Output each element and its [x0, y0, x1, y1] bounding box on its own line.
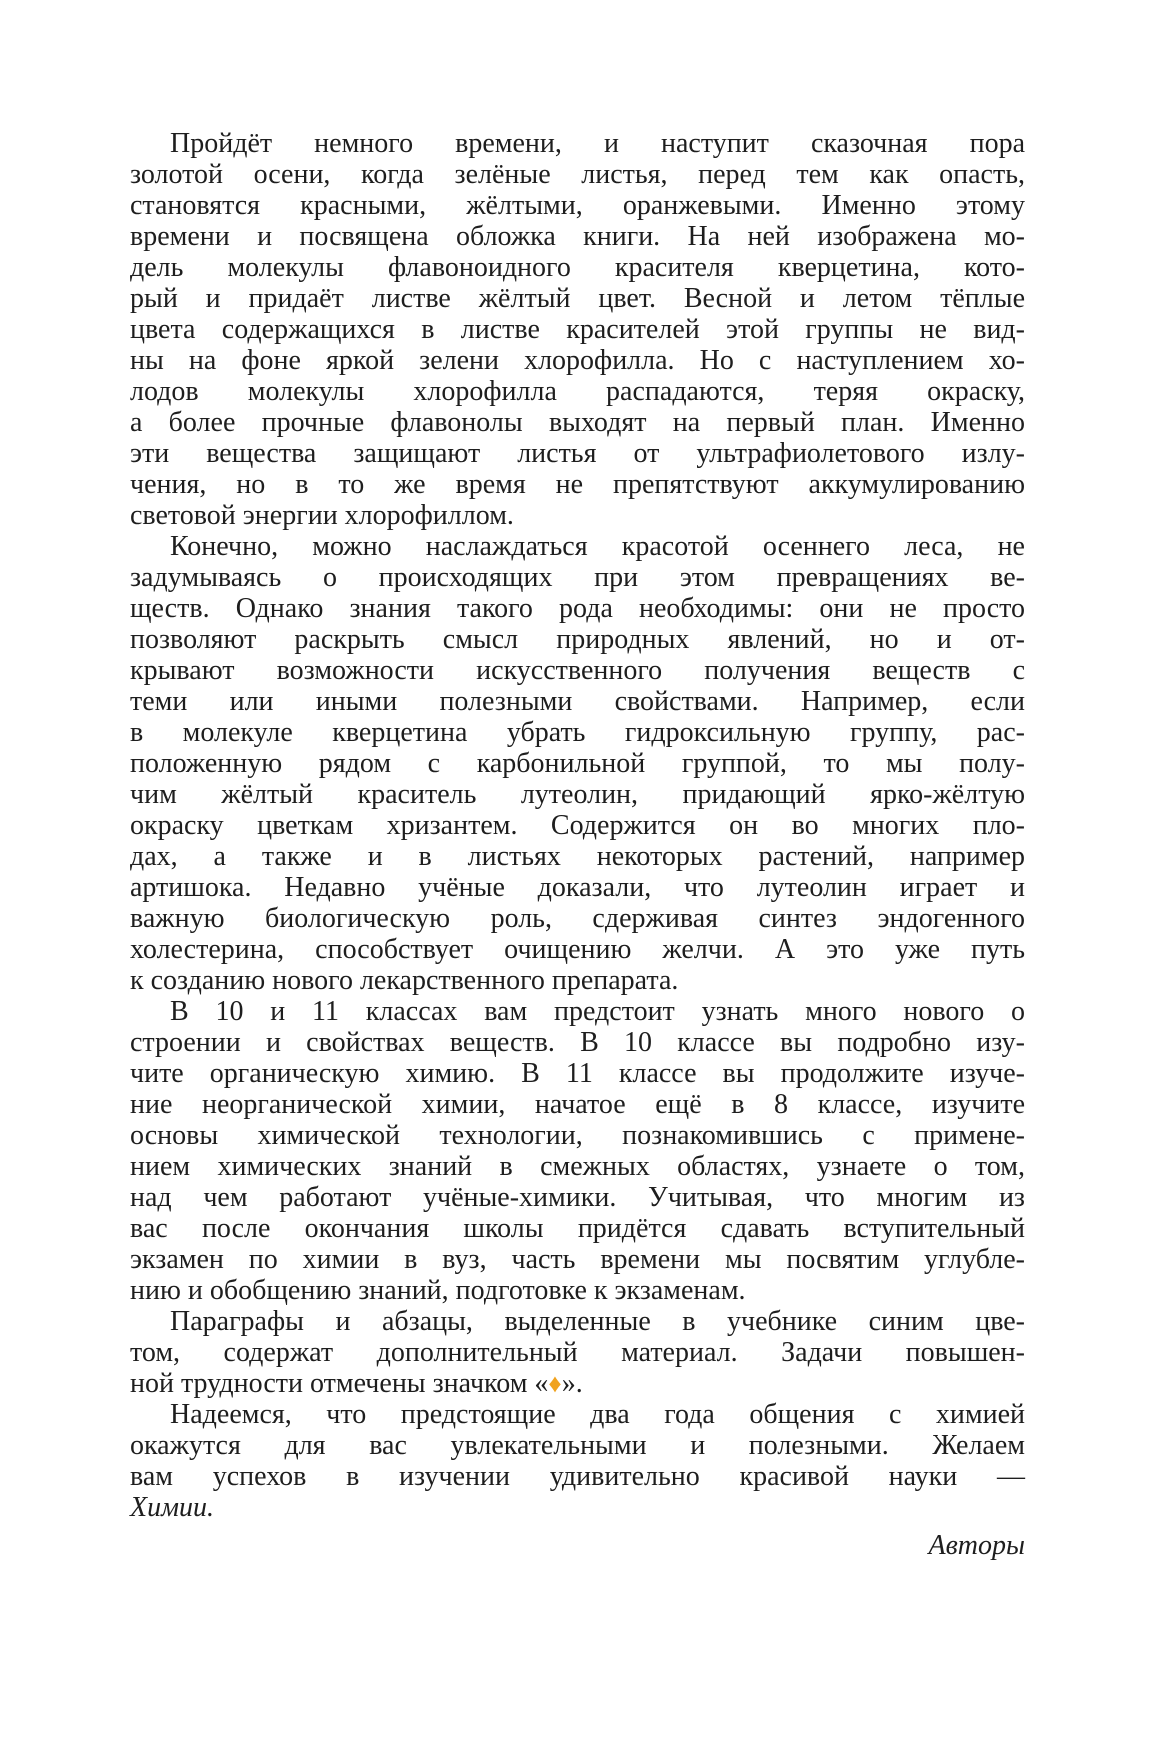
- text-line: эти вещества защищают листья от ультрафиолетового излу-: [130, 438, 1025, 469]
- text-line: нием химических знаний в смежных областях, узнаете о том,: [130, 1151, 1025, 1182]
- text-line: а более прочные флавонолы выходят на первый план. Именно: [130, 407, 1025, 438]
- text-line: рый и придаёт листве жёлтый цвет. Весной и летом тёплые: [130, 283, 1025, 314]
- text-line: вам успехов в изучении удивительно красивой науки —: [130, 1461, 1025, 1492]
- text-line: задумываясь о происходящих при этом превращениях ве-: [130, 562, 1025, 593]
- text-line: становятся красными, жёлтыми, оранжевыми. Именно этому: [130, 190, 1025, 221]
- text-line: важную биологическую роль, сдерживая синтез эндогенного: [130, 903, 1025, 934]
- text-line: позволяют раскрыть смысл природных явлений, но и от-: [130, 624, 1025, 655]
- text-line: Надеемся, что предстоящие два года общения с химией: [170, 1399, 1025, 1430]
- text-line: золотой осени, когда зелёные листья, перед тем как опасть,: [130, 159, 1025, 190]
- text-line: чения, но в то же время не препятствуют аккумулированию: [130, 469, 1025, 500]
- text-line: световой энергии хлорофиллом.: [130, 500, 514, 531]
- text-line: чим жёлтый краситель лутеолин, придающий ярко-жёлтую: [130, 779, 1025, 810]
- text-line: ной трудности отмечены значком «♦».: [130, 1368, 583, 1399]
- text-line: к созданию нового лекарственного препарата.: [130, 965, 679, 996]
- text-line: нию и обобщению знаний, подготовке к экзаменам.: [130, 1275, 746, 1306]
- text-line: над чем работают учёные-химики. Учитывая, что многим из: [130, 1182, 1025, 1213]
- paragraph-closing-wishes: [130, 1399, 1025, 1523]
- text-line: теми или иными полезными свойствами. Например, если: [130, 686, 1025, 717]
- text-line: строении и свойствах веществ. В 10 классе вы подробно изу-: [130, 1027, 1025, 1058]
- text-line: Химии.: [130, 1492, 214, 1523]
- authors-signature: Авторы: [928, 1530, 1025, 1561]
- text-line: дель молекулы флавоноидного красителя кверцетина, кото-: [130, 252, 1025, 283]
- text-line: Конечно, можно наслаждаться красотой осеннего леса, не: [170, 531, 1025, 562]
- text-line: ществ. Однако знания такого рода необходимы: они не просто: [130, 593, 1025, 624]
- text-line: основы химической технологии, познакомившись с примене-: [130, 1120, 1025, 1151]
- text-line: ны на фоне яркой зелени хлорофилла. Но с наступлением хо-: [130, 345, 1025, 376]
- text-line: Параграфы и абзацы, выделенные в учебнике синим цве-: [170, 1306, 1025, 1337]
- text-line: времени и посвящена обложка книги. На ней изображена мо-: [130, 221, 1025, 252]
- text-line: чите органическую химию. В 11 классе вы продолжите изуче-: [130, 1058, 1025, 1089]
- text-line: том, содержат дополнительный материал. Задачи повышен-: [130, 1337, 1025, 1368]
- paragraph-blue-highlight-note: [130, 1306, 1025, 1399]
- text-line: крывают возможности искусственного получения веществ с: [130, 655, 1025, 686]
- text-line: ние неорганической химии, начатое ещё в 8 классе, изучите: [130, 1089, 1025, 1120]
- difficulty-diamond-icon: ♦: [548, 1369, 562, 1398]
- text-line: артишока. Недавно учёные доказали, что лутеолин играет и: [130, 872, 1025, 903]
- paragraph-autumn-cover: [130, 128, 1025, 531]
- paragraph-knowledge-benefits: [130, 531, 1025, 996]
- text-line: окраску цветкам хризантем. Содержится он во многих пло-: [130, 810, 1025, 841]
- text-line: Пройдёт немного времени, и наступит сказочная пора: [170, 128, 1025, 159]
- paragraph-course-plan: [130, 996, 1025, 1306]
- text-line: вас после окончания школы придётся сдавать вступительный: [130, 1213, 1025, 1244]
- text-line: экзамен по химии в вуз, часть времени мы посвятим углубле-: [130, 1244, 1025, 1275]
- text-line: В 10 и 11 классах вам предстоит узнать много нового о: [170, 996, 1025, 1027]
- text-line: дах, а также и в листьях некоторых растений, например: [130, 841, 1025, 872]
- preface-text: [130, 128, 1025, 1561]
- text-line: положенную рядом с карбонильной группой, то мы полу-: [130, 748, 1025, 779]
- text-line: лодов молекулы хлорофилла распадаются, теряя окраску,: [130, 376, 1025, 407]
- text-line: окажутся для вас увлекательными и полезными. Желаем: [130, 1430, 1025, 1461]
- text-line: цвета содержащихся в листве красителей этой группы не вид-: [130, 314, 1025, 345]
- text-line: холестерина, способствует очищению желчи. А это уже путь: [130, 934, 1025, 965]
- text-line: в молекуле кверцетина убрать гидроксильную группу, рас-: [130, 717, 1025, 748]
